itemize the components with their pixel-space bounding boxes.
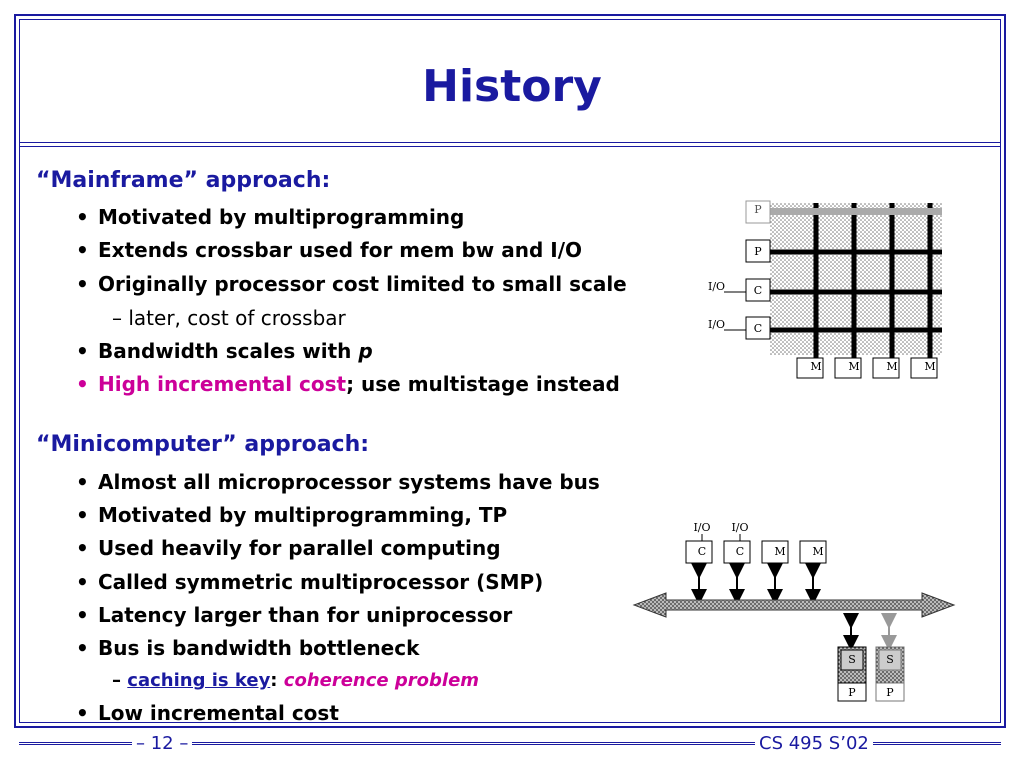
bullet-text: Called symmetric multiprocessor (SMP) <box>98 570 544 594</box>
list-item <box>76 569 543 595</box>
bullet-text: Used heavily for parallel computing <box>98 536 501 560</box>
bullet-dot: • <box>76 470 89 494</box>
bullet-dot: • <box>76 636 89 660</box>
processor-label: P <box>848 686 856 699</box>
page-number: – 12 – <box>132 733 192 754</box>
bullet-dot: • <box>76 536 89 560</box>
list-item <box>76 502 507 528</box>
mainframe-heading: “Mainframe” approach: <box>36 168 331 193</box>
sub-list-item <box>112 668 479 694</box>
io-label: I/O <box>708 318 726 331</box>
bullet-text: ; use multistage instead <box>346 372 620 396</box>
processor-label: P <box>754 245 762 258</box>
memory-label: M <box>810 360 822 373</box>
crossbar-diagram <box>700 195 960 385</box>
memory-label: M <box>924 360 936 373</box>
list-item <box>76 237 582 263</box>
memory-label: M <box>812 545 824 558</box>
bullet-dot: • <box>76 238 89 262</box>
sub-list-item <box>112 305 346 331</box>
list-item <box>76 271 627 297</box>
highlight-text: coherence problem <box>283 670 480 691</box>
bullet-dot: • <box>76 272 89 296</box>
bullet-text: Bus is bandwidth bottleneck <box>98 636 420 660</box>
bullet-dot: • <box>76 372 89 396</box>
caching-link[interactable]: caching is key <box>127 670 271 691</box>
list-item <box>76 700 339 726</box>
dash: – <box>112 670 128 691</box>
highlight-text: High incremental cost <box>98 372 347 396</box>
bullet-text: Almost all microprocessor systems have bus <box>98 470 600 494</box>
memory-label: M <box>774 545 786 558</box>
minicomputer-heading: “Minicomputer” approach: <box>36 432 370 457</box>
bullet-text: Low incremental cost <box>98 701 339 725</box>
memory-label: M <box>848 360 860 373</box>
io-label: I/O <box>708 280 726 293</box>
list-item <box>76 535 501 561</box>
title-rule-bottom <box>19 146 1001 147</box>
bullet-text: Originally processor cost limited to small scale <box>98 272 627 296</box>
list-item <box>76 204 464 230</box>
bullet-text: Extends crossbar used for mem bw and I/O <box>98 238 582 262</box>
slide-title: History <box>422 61 602 112</box>
crossbar-row-dim <box>770 208 942 215</box>
bullet-dot: • <box>76 205 89 229</box>
bullet-dot: • <box>76 503 89 527</box>
io-label: I/O <box>693 521 711 534</box>
bullet-text: Latency larger than for uniprocessor <box>98 603 513 627</box>
cache-label: C <box>697 545 707 558</box>
bullet-dot: • <box>76 603 89 627</box>
bullet-text: Motivated by multiprogramming, TP <box>98 503 508 527</box>
bullet-dot: • <box>76 570 89 594</box>
cache-label: C <box>753 322 763 335</box>
list-item <box>76 602 512 628</box>
list-item <box>76 635 419 661</box>
list-item <box>76 338 373 364</box>
list-item <box>76 469 600 495</box>
io-label: I/O <box>731 521 749 534</box>
list-item <box>76 371 620 397</box>
switch-label: S <box>848 653 856 666</box>
bus-diagram <box>630 515 960 705</box>
processor-label: P <box>754 203 762 216</box>
bullet-text: Bandwidth scales with <box>98 339 359 363</box>
memory-label: M <box>886 360 898 373</box>
course-label: CS 495 S’02 <box>755 733 873 754</box>
variable-p: p <box>358 339 373 363</box>
bullet-dot: • <box>76 701 89 725</box>
title-rule-top <box>19 142 1001 143</box>
dash: – <box>112 306 129 330</box>
sub-colon: : <box>270 670 278 691</box>
bullet-text: Motivated by multiprogramming <box>98 205 465 229</box>
sub-text: later, cost of crossbar <box>128 306 346 330</box>
system-bus <box>634 593 954 617</box>
processor-label: P <box>886 686 894 699</box>
bullet-dot: • <box>76 339 89 363</box>
switch-label: S <box>886 653 894 666</box>
cache-label: C <box>735 545 745 558</box>
cache-label: C <box>753 284 763 297</box>
